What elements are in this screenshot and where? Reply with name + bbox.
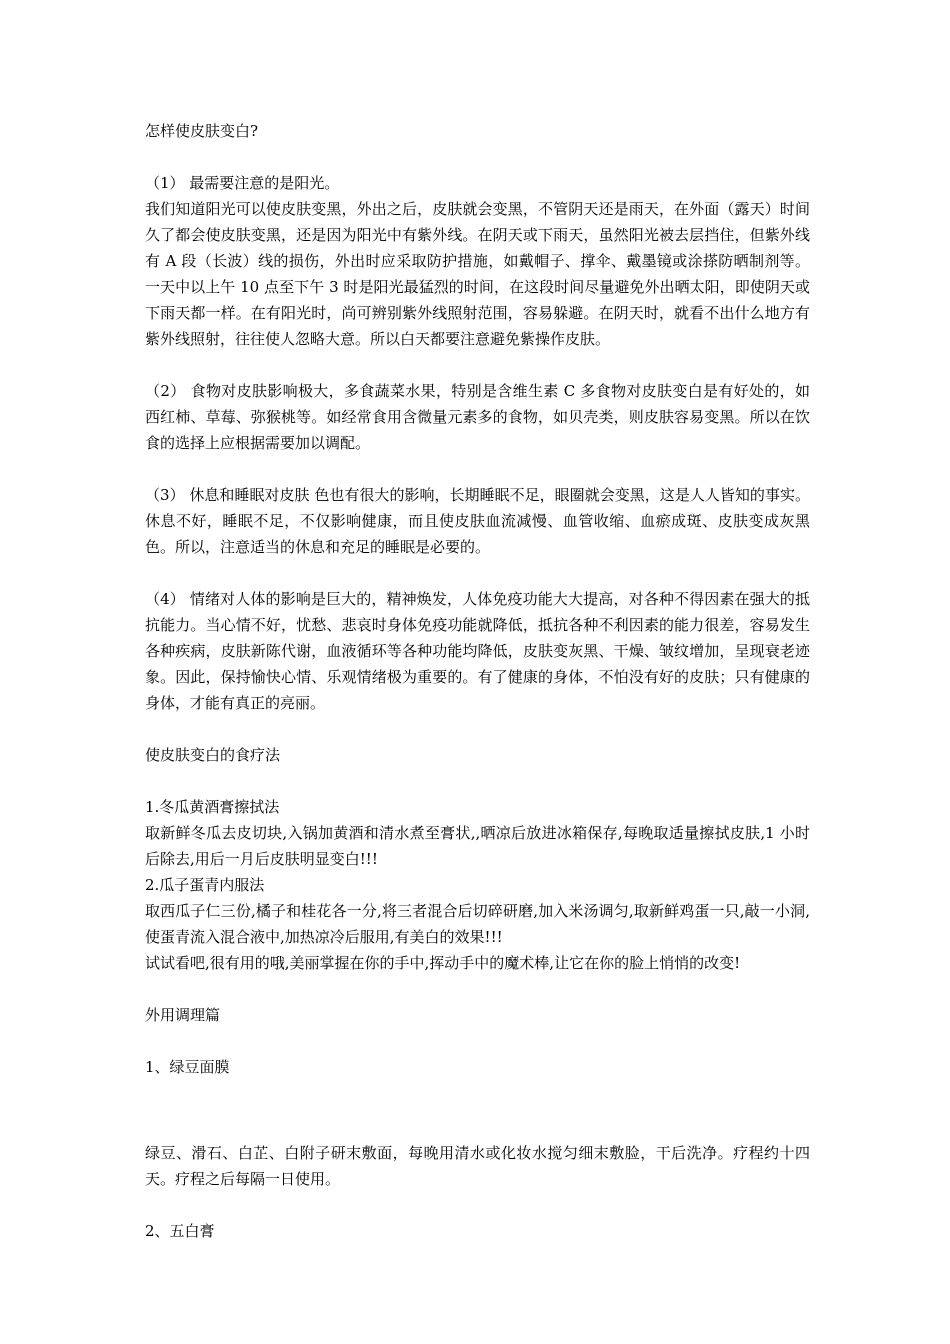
- spacer: [145, 560, 810, 586]
- section-1-heading: （1） 最需要注意的是阳光。: [145, 174, 340, 192]
- spacer: [145, 144, 810, 170]
- spacer: [145, 456, 810, 482]
- document-content: [145, 118, 810, 1244]
- section-3-body: （3） 休息和睡眠对皮肤 色也有很大的影响，长期睡眠不足，眼圈就会变黑，这是人人皆知的事实。休息不好，睡眠不足，不仅影响健康，而且使皮肤血流减慢、血管收缩、血瘀成斑、皮肤变成灰黑色。所以，注意适当的休息和充足的睡眠是必要的。: [145, 486, 810, 556]
- spacer: [145, 976, 810, 1002]
- external-item-1-body: 绿豆、滑石、白芷、白附子研末敷面，每晚用清水或化妆水搅匀细末敷脸，干后洗净。疗程约十四天。疗程之后每隔一日使用。: [145, 1144, 810, 1188]
- spacer: [145, 352, 810, 378]
- diet-item-1-title: 1.冬瓜黄酒膏擦拭法: [145, 798, 280, 816]
- section-2-body: （2） 食物对皮肤影响极大，多食蔬菜水果，特别是含维生素 C 多食物对皮肤变白是有好处的，如西红柿、草莓、弥猴桃等。如经常食用含微量元素多的食物，如贝壳类，则皮肤容易变黑。所以在饮食的选择上应根据需要加以调配。: [145, 382, 810, 452]
- spacer: [145, 768, 810, 794]
- external-section-title: 外用调理篇: [145, 1006, 221, 1024]
- external-item-1-title: 1、绿豆面膜: [145, 1058, 230, 1076]
- diet-item-2-body: 取西瓜子仁三份,橘子和桂花各一分,将三者混合后切碎研磨,加入米汤调匀,取新鲜鸡蛋一只,敲一小洞,使蛋青流入混合液中,加热凉冷后服用,有美白的效果!!!: [145, 902, 810, 946]
- external-item-2-title: 2、五白膏: [145, 1222, 215, 1240]
- spacer: [145, 716, 810, 742]
- spacer: [145, 1192, 810, 1218]
- document-title: 怎样使皮肤变白?: [145, 122, 259, 140]
- diet-item-1-body: 取新鲜冬瓜去皮切块,入锅加黄酒和清水煮至膏状,,晒凉后放进冰箱保存,每晚取适量擦拭皮肤,1 小时后除去,用后一月后皮肤明显变白!!!: [145, 824, 810, 868]
- section-1-body: 我们知道阳光可以使皮肤变黑，外出之后，皮肤就会变黑，不管阴天还是雨天，在外面（露天）时间久了都会使皮肤变黑，还是因为阳光中有紫外线。在阴天或下雨天，虽然阳光被去层挡住，但紫外线有 A 段（长波）线的损伤，外出时应采取防护措施，如戴帽子、撑伞、戴墨镜或涂搽防晒制剂等。一天中以上午 10 点至下午 3 时是阳光最猛烈的时间，在这段时间尽量避免外出晒太阳，即使阴天或下雨天都一样。在有阳光时，尚可辨别紫外线照射范围，容易躲避。在阴天时，就看不出什么地方有紫外线照射，往往使人忽略大意。所以白天都要注意避免紫操作皮肤。: [145, 200, 810, 348]
- diet-section-title: 使皮肤变白的食疗法: [145, 746, 281, 764]
- spacer: [145, 1028, 810, 1054]
- diet-item-2-title: 2.瓜子蛋青内服法: [145, 876, 265, 894]
- diet-closing: 试试看吧,很有用的哦,美丽掌握在你的手中,挥动手中的魔术棒,让它在你的脸上悄悄的改变!: [145, 954, 741, 972]
- section-4-body: （4） 情绪对人体的影响是巨大的，精神焕发，人体免疫功能大大提高，对各种不得因素在强大的抵抗能力。当心情不好，忧愁、悲哀时身体免疫功能就降低，抵抗各种不利因素的能力很差，容易发生各种疾病，皮肤新陈代谢，血液循环等各种功能均降低，皮肤变灰黑、干燥、皱纹增加，呈现衰老迹象。因此，保持愉快心情、乐观情绪极为重要的。有了健康的身体，不怕没有好的皮肤；只有健康的身体，才能有真正的亮丽。: [145, 590, 810, 712]
- spacer: [145, 1080, 810, 1140]
